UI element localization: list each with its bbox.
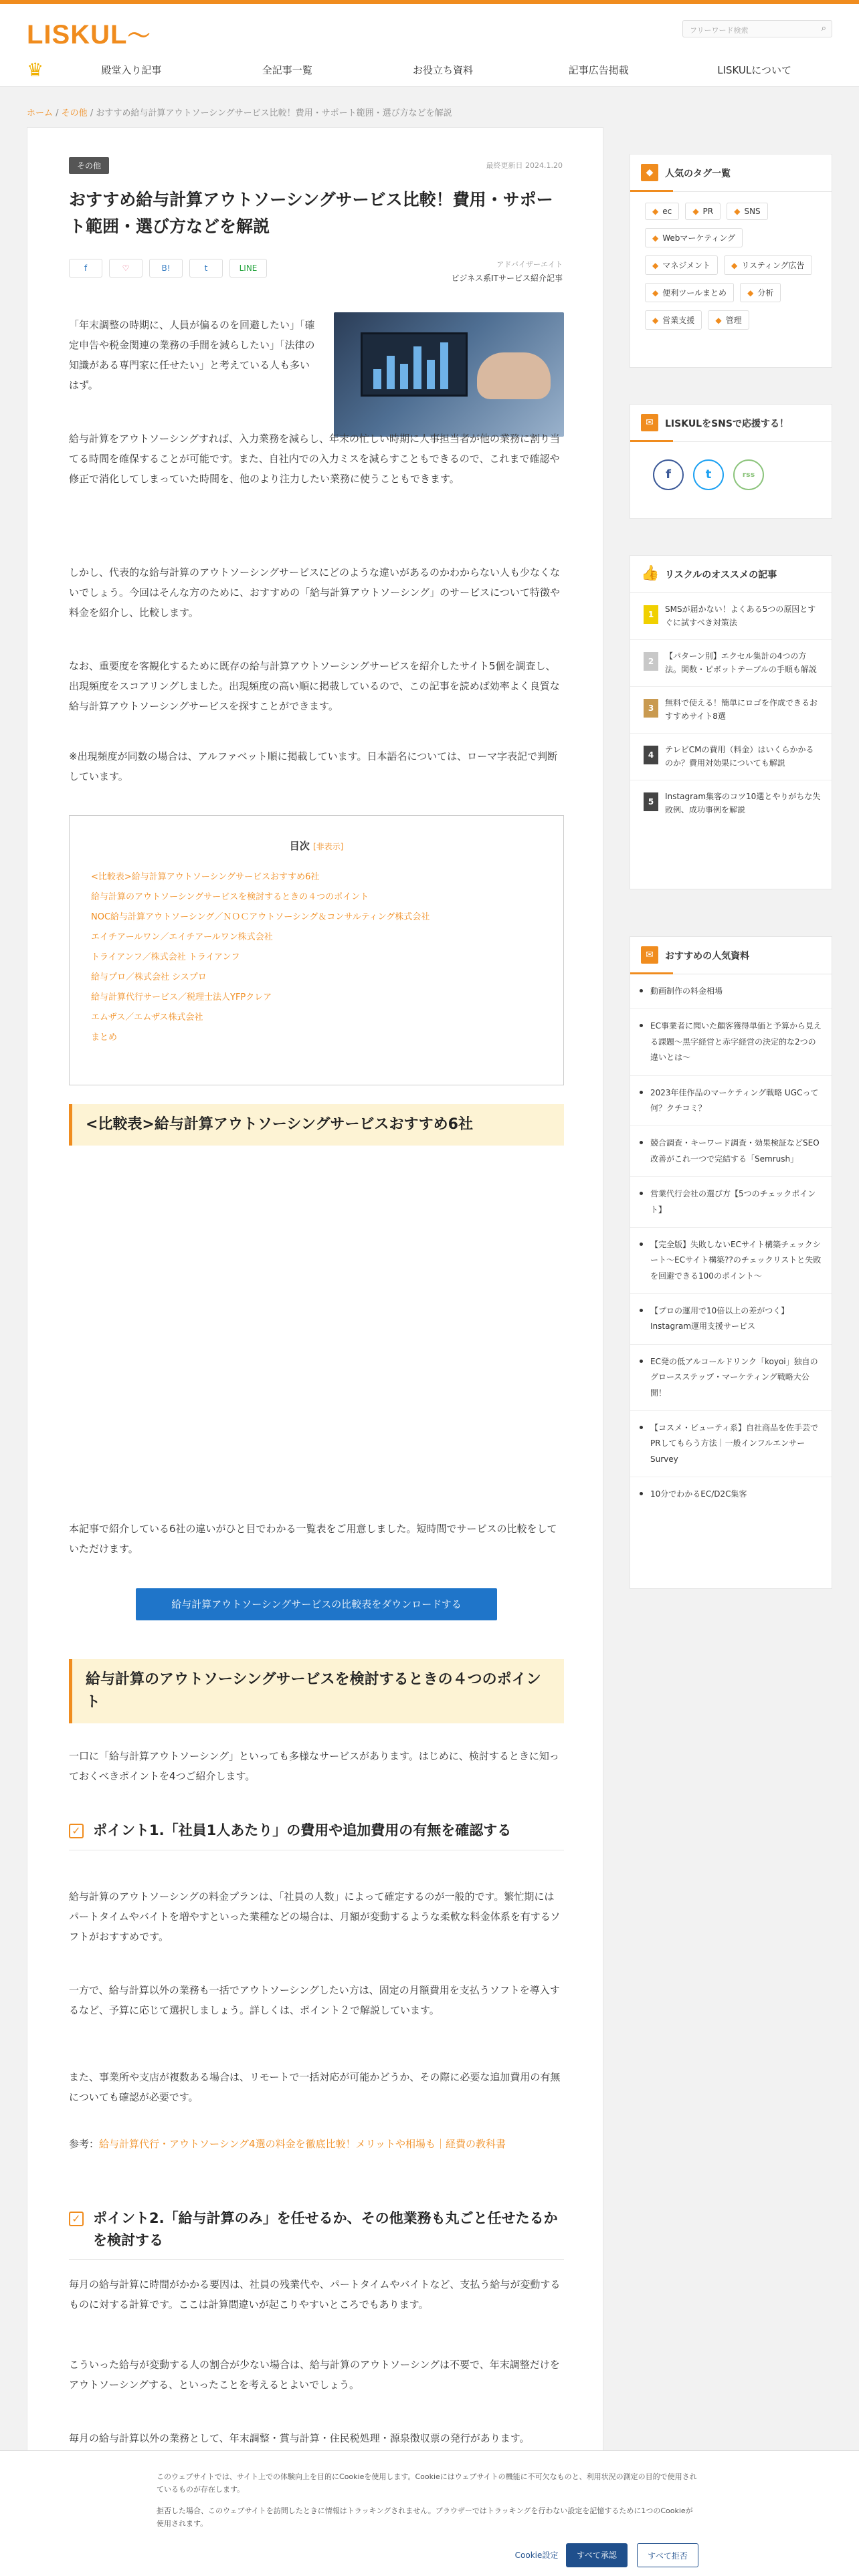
toc-toggle[interactable]: [非表示] — [312, 842, 344, 851]
ranking-item[interactable]: 4 テレビCMの費用（料金）はいくらかかるのか？費用対効果についても解説 — [630, 734, 832, 780]
point1-paragraph-2: 一方で、給与計算以外の業務も一括でアウトソーシングしたい方は、固定の月額費用を支払うソフトを導入するなど、予算に応じて選択しましょう。詳しくは、ポイント２で解説しています。 — [69, 1984, 560, 2016]
sidebar-materials-widget — [630, 936, 832, 1589]
checkbox-icon: ✓ — [69, 2212, 84, 2226]
intro-paragraph-4: なお、重要度を客観化するために既存の給与計算アウトソーシングサービスを紹介したサイト5個を調査し、出現頻度をスコアリングしました。出現頻度の高い順に掲載しているので、この記事を読めば効率よく良質な給与計算アウトソーシングサービスを探すことができます。 — [69, 660, 560, 712]
twitter-share-button[interactable]: t — [189, 259, 223, 278]
ranking-item[interactable]: 3 無料で使える！簡単にロゴを作成できるおすすめサイト8選 — [630, 687, 832, 734]
point2-heading: ✓ ポイント2.「給与計算のみ」を任せるか、その他業務も丸ごと任せたるかを検討する — [69, 2208, 564, 2260]
global-nav — [27, 56, 832, 83]
toc-item[interactable]: 給与計算のアウトソーシングサービスを検討するときの４つのポイント — [91, 892, 369, 902]
tag-item[interactable]: ◆ マネジメント — [645, 255, 718, 275]
breadcrumb-home[interactable]: ホーム — [27, 108, 54, 118]
intro-paragraph-5: ※出現頻度が同数の場合は、アルファベット順に掲載しています。日本語名については、ローマ字表記で判断しています。 — [69, 750, 558, 782]
ranking-item[interactable]: 5 Instagram集客のコツ10選とやりがちな失敗例、成功事例を解説 — [630, 780, 832, 827]
ranking-item[interactable]: 2 【パターン別】エクセル集計の4つの方法。関数・ピボットテーブルの手順も解説 — [630, 640, 832, 687]
compare-paragraph: 本記事で紹介している6社の違いがひと目でわかる一覧表をご用意しました。短時間でサービスの比較をしていただけます。 — [69, 1523, 557, 1555]
category-badge[interactable]: その他 — [69, 157, 109, 174]
crown-icon: ♛ — [27, 58, 44, 81]
points-intro-paragraph: 一口に「給与計算アウトソーシング」といっても多様なサービスがあります。はじめに、検討するときに知っておくべきポイントを4つご紹介します。 — [69, 1750, 559, 1782]
tag-item[interactable]: ◆ ec — [645, 203, 679, 220]
material-item[interactable]: 営業代行会社の選び方【5つのチェックポイント】 — [630, 1177, 832, 1228]
sidebar-ranking-widget — [630, 555, 832, 889]
cookie-banner — [0, 2450, 859, 2576]
intro-paragraph-2: 給与計算をアウトソーシングすれば、入力業務を減らし、年末の忙しい時期に人事担当者が他の業務に割り当てる時間を確保することが可能です。また、自社内での入力ミスを減らすこともできるので、これまで確認や修正で消化してしまっていた時間を、他のより注力したい業務に使うこともできます。 — [69, 433, 561, 485]
material-item[interactable]: 動画制作の料金相場 — [630, 974, 832, 1009]
tag-list — [630, 192, 832, 344]
reference-line: 参考：給与計算代行・アウトソーシング4選の料金を徹底比較！メリットや相場も｜経費の教科書 — [69, 2138, 506, 2150]
hatena-share-button[interactable]: B! — [149, 259, 183, 278]
tag-item[interactable]: ◆ Webマーケティング — [645, 228, 743, 247]
material-item[interactable]: 【プロの運用で10倍以上の差がつく】Instagram運用支援サービス — [630, 1294, 832, 1345]
tag-item[interactable]: ◆ リスティング広告 — [724, 255, 812, 275]
toc-item[interactable]: 給与計算代行サービス／税理士法人YFPクレア — [91, 992, 272, 1002]
tag-item[interactable]: ◆ 営業支援 — [645, 310, 702, 330]
breadcrumb: ホーム / その他 / おすすめ給与計算アウトソーシングサービス比較！費用・サポート範囲・選び方などを解説 — [27, 108, 452, 118]
ranking-item[interactable]: 1 SMSが届かない！よくある5つの原因とすぐに試すべき対策法 — [630, 593, 832, 640]
article-container — [27, 127, 603, 2576]
table-of-contents — [69, 815, 564, 1085]
checkbox-icon: ✓ — [69, 1824, 84, 1838]
toc-title: 目次 [非表示] — [289, 840, 344, 852]
material-item[interactable]: 【コスメ・ビューティ系】自社商品を佐手芸でPRしてもらう方法｜一般インフルエンサーSurvey — [630, 1411, 832, 1477]
thumbs-up-icon: 👍 — [641, 565, 660, 582]
site-logo[interactable]: LISKUL〜 — [27, 20, 151, 49]
nav-item-about[interactable]: LISKULについて — [717, 64, 791, 76]
intro-paragraph-3: しかし、代表的な給与計算のアウトソーシングサービスにどのような違いがあるのかわからない人も少なくないでしょう。今回はそんな方のために、おすすめの「給与計算アウトソーシング」のサービスについて特徴や料金を紹介し、比較します。 — [69, 566, 561, 619]
search-input[interactable]: フリーワード検索 ⌕ — [682, 20, 832, 37]
breadcrumb-category[interactable]: その他 — [61, 108, 88, 118]
tag-item[interactable]: ◆ 便利ツールまとめ — [645, 283, 734, 302]
sidebar-materials-heading: ✉ おすすめの人気資料 — [630, 937, 832, 974]
author-label: アドバイザーエイト — [496, 260, 563, 269]
tag-item[interactable]: ◆ 分析 — [740, 283, 781, 302]
reference-link[interactable]: 給与計算代行・アウトソーシング4選の料金を徹底比較！メリットや相場も｜経費の教科書 — [99, 2138, 506, 2150]
nav-item-ad-placement[interactable]: 記事広告掲載 — [568, 64, 629, 76]
nav-item-all-articles[interactable]: 全記事一覧 — [262, 64, 312, 76]
intro-paragraph-1: 「年末調整の時期に、人員が偏るのを回避したい」「確定申告や税金関連の業務の手間を減らしたい」「法律の知識がある専門家に任せたい」と考えている人も多いはず。 — [69, 319, 315, 391]
material-item[interactable]: EC発の低アルコールドリンク「koyoi」独自のグロースステップ・マーケティング戦略大公開！ — [630, 1345, 832, 1411]
sidebar-sns-heading: ✉ LISKULをSNSで応援する！ — [630, 405, 832, 442]
mail-icon: ✉ — [641, 946, 658, 964]
material-item[interactable]: 2023年佳作品のマーケティング戦略 UGCって何？クチコミ？ — [630, 1076, 832, 1127]
page-title: おすすめ給与計算アウトソーシングサービス比較！費用・サポート範囲・選び方などを解説 — [69, 190, 553, 236]
rss-icon[interactable]: rss — [733, 459, 764, 490]
toc-item[interactable]: エイチアールワン／エイチアールワン株式会社 — [91, 932, 273, 942]
sidebar-ranking-heading: 👍 リスクルのオススメの記事 — [630, 556, 832, 593]
material-item[interactable]: 【完全版】失敗しないECサイト構築チェックシート〜ECサイト構築??のチェックリストと失敗を回避できる100のポイント〜 — [630, 1228, 832, 1294]
updated-date: 最終更新日 2024.1.20 — [486, 161, 563, 170]
sidebar-tags-heading: ◆ 人気のタグ一覧 — [630, 154, 832, 192]
nav-item-hall-of-fame[interactable]: 殿堂入り記事 — [101, 64, 162, 76]
line-share-button[interactable]: LINE — [229, 259, 267, 278]
facebook-share-button[interactable]: f — [69, 259, 102, 278]
section-heading-points: 給与計算のアウトソーシングサービスを検討するときの４つのポイント — [69, 1659, 564, 1723]
material-item[interactable]: EC事業者に聞いた顧客獲得単価と予算から見える課題〜黒字経営と赤字経営の決定的な2つの違いとは〜 — [630, 1009, 832, 1075]
share-buttons — [69, 259, 267, 278]
point2-paragraph-3: 毎月の給与計算以外の業務として、年末調整・賞与計算・住民税処理・源泉徴収票の発行があります。 — [69, 2432, 530, 2444]
hero-image — [334, 312, 564, 437]
sns-buttons — [630, 442, 832, 490]
cookie-settings-button[interactable]: Cookie設定 — [514, 2551, 559, 2560]
toc-item[interactable]: 給与プロ／株式会社 シスプロ — [91, 972, 207, 982]
author-name[interactable]: ビジネス系ITサービス紹介記事 — [451, 274, 563, 283]
toc-item[interactable]: まとめ — [91, 1033, 118, 1043]
toc-item[interactable]: <比較表>給与計算アウトソーシングサービスおすすめ6社 — [91, 872, 320, 882]
nav-item-materials[interactable]: お役立ち資料 — [412, 64, 473, 76]
point2-paragraph-2: こういった給与が変動する人の割合が少ない場合は、給与計算のアウトソーシングは不要で、年末調整だけをアウトソーシングする、といったことを考えるとよいでしょう。 — [69, 2359, 560, 2391]
twitter-icon[interactable]: t — [693, 459, 724, 490]
author-info — [451, 259, 563, 284]
toc-item[interactable]: エムザス／エムザス株式会社 — [91, 1012, 203, 1023]
material-item[interactable]: 10分でわかるEC/D2C集客 — [630, 1477, 832, 1511]
toc-item[interactable]: トライアンフ／株式会社 トライアンフ — [91, 952, 240, 962]
search-icon[interactable]: ⌕ — [821, 23, 826, 33]
download-compare-button[interactable]: 給与計算アウトソーシングサービスの比較表をダウンロードする — [136, 1588, 497, 1620]
point1-paragraph-3: また、事業所や支店が複数ある場合は、リモートで一括対応が可能かどうか、その際に必要な追加費用の有無についても確認が必要です。 — [69, 2071, 561, 2103]
cookie-text: このウェブサイトでは、サイト上での体験向上を目的にCookieを使用します。Cookieにはウェブサイトの機能に不可欠なものと、利用状況の測定の目的で使用されているものが存在します。 拒否した場合、このウェブサイトを訪問したときに情報はトラッキングされません。ブラウザーではトラッキングを行わない設定を記憶するために1つのCookieが使用されます。 — [157, 2472, 697, 2529]
pocket-share-button[interactable]: ♡ — [109, 259, 142, 278]
accept-all-button[interactable]: すべて承認 — [566, 2543, 628, 2567]
sidebar-tags-widget — [630, 154, 832, 368]
tag-item[interactable]: ◆ SNS — [727, 203, 767, 220]
tag-icon: ◆ — [641, 164, 658, 181]
point1-heading: ✓ ポイント1.「社員1人あたり」の費用や追加費用の有無を確認する — [69, 1820, 564, 1850]
tag-item[interactable]: ◆ PR — [685, 203, 721, 220]
tag-item[interactable]: ◆ 管理 — [708, 310, 749, 330]
toc-item[interactable]: NOC給与計算アウトソーシング／ＮＯＣアウトソーシング＆コンサルティング株式会社 — [91, 912, 430, 922]
facebook-icon[interactable]: f — [653, 459, 684, 490]
breadcrumb-current: おすすめ給与計算アウトソーシングサービス比較！費用・サポート範囲・選び方などを解説 — [96, 108, 452, 118]
point1-paragraph-1: 給与計算のアウトソーシングの料金プランは、「社員の人数」によって確定するのが一般的です。繁忙期にはパートタイムやバイトを増やすといった業種などの場合は、月額が変動するような柔軟な料金体系を有するソフトがおすすめです。 — [69, 1891, 561, 1943]
point2-paragraph-1: 毎月の給与計算に時間がかかる要因は、社員の残業代や、パートタイムやバイトなど、支払う給与が変動するものに対する計算です。ここは計算間違いが起こりやすいところでもあります。 — [69, 2278, 561, 2311]
reject-all-button[interactable]: すべて拒否 — [637, 2543, 698, 2567]
section-heading-compare: <比較表>給与計算アウトソーシングサービスおすすめ6社 — [69, 1104, 564, 1146]
sidebar-sns-widget — [630, 404, 832, 519]
mail-icon: ✉ — [641, 414, 658, 431]
material-item[interactable]: 競合調査・キーワード調査・効果検証などSEO改善がこれ一つで完結する「Semrush」 — [630, 1126, 832, 1177]
site-header — [0, 4, 859, 87]
